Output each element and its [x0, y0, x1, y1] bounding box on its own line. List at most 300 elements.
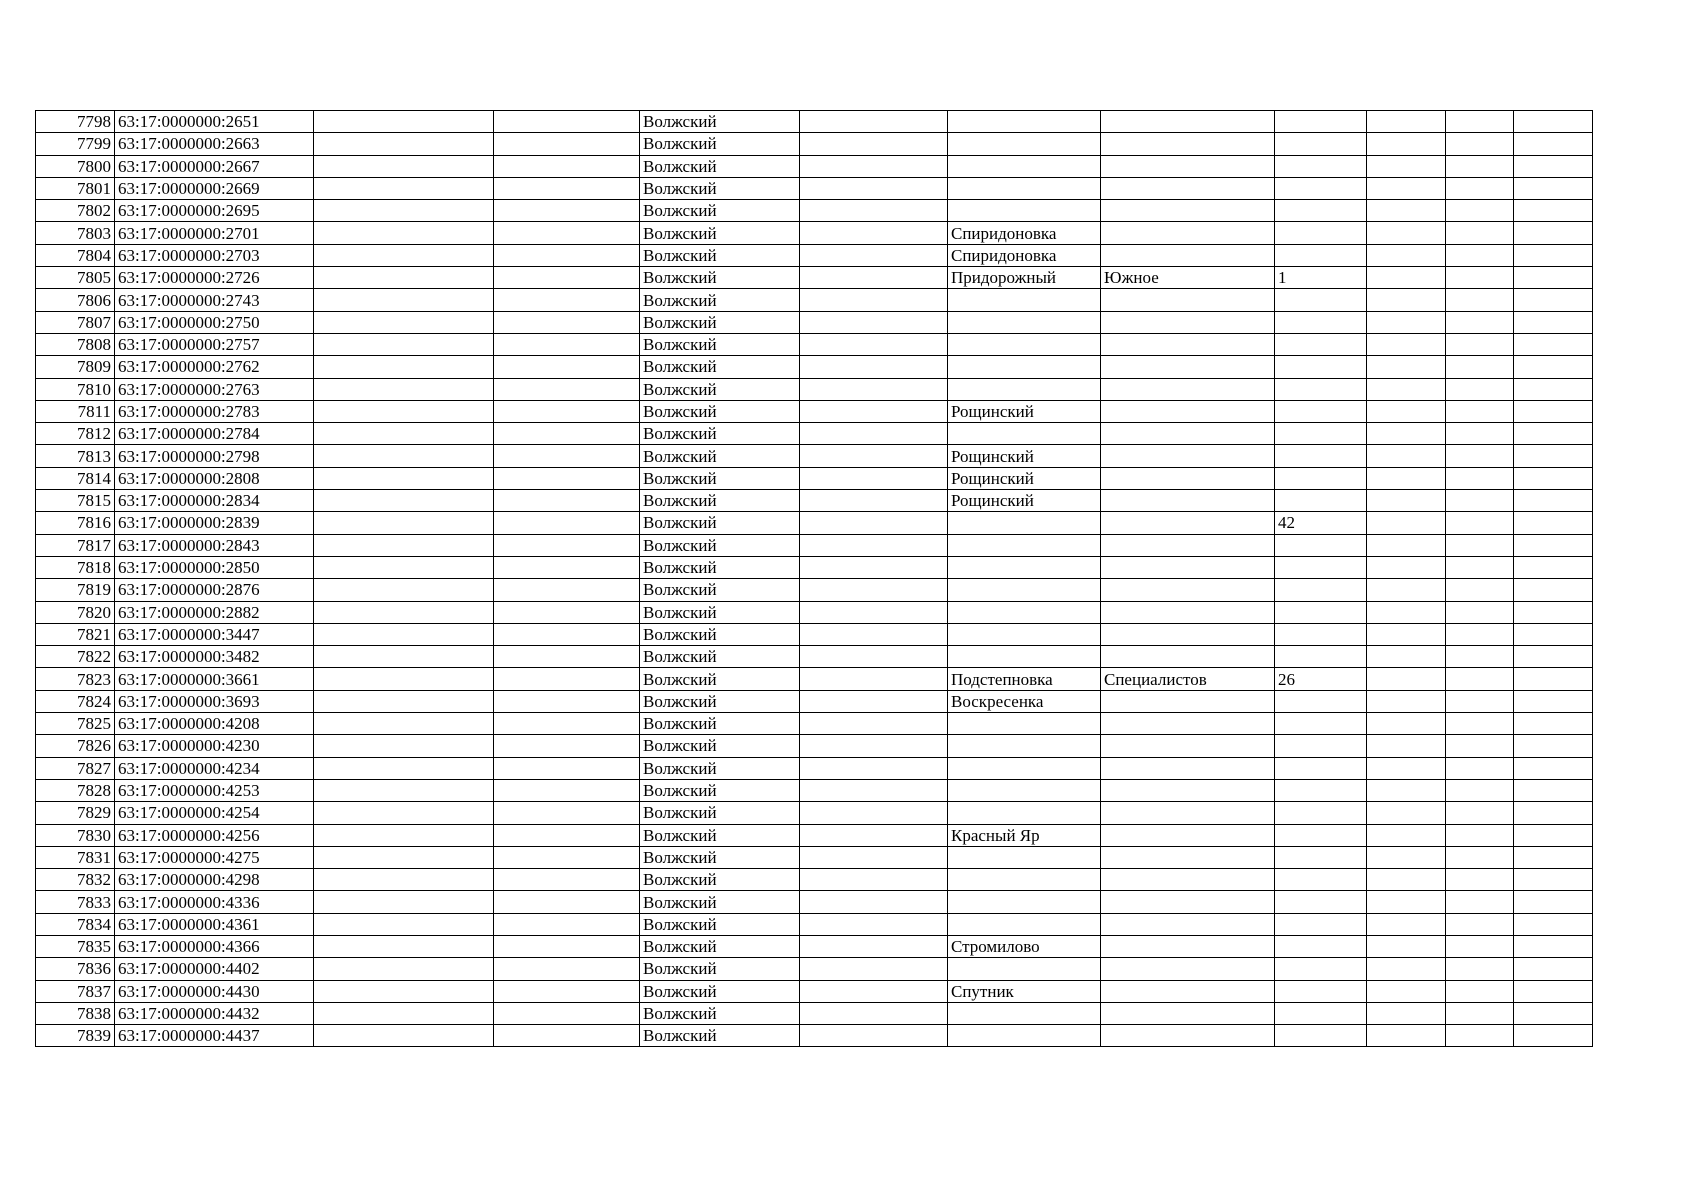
- cell-empty: [800, 356, 948, 378]
- cell-cadastral-number: 63:17:0000000:3661: [115, 668, 314, 690]
- cell-empty: [800, 623, 948, 645]
- cell-district: Волжский: [640, 690, 800, 712]
- cell-district: Волжский: [640, 356, 800, 378]
- cell-empty: [800, 958, 948, 980]
- cell-empty: [1446, 623, 1514, 645]
- cell-empty: [800, 646, 948, 668]
- cell-street: [1101, 579, 1275, 601]
- cell-locality: [948, 289, 1101, 311]
- cell-empty: [494, 267, 640, 289]
- table-row: [36, 467, 1593, 489]
- cell-empty: [1446, 1002, 1514, 1024]
- cell-cadastral-number: 63:17:0000000:2798: [115, 445, 314, 467]
- cell-empty: [494, 512, 640, 534]
- cell-locality: [948, 913, 1101, 935]
- cell-empty: [494, 1025, 640, 1047]
- cell-empty: [1514, 222, 1593, 244]
- table-row: [36, 891, 1593, 913]
- cell-cadastral-number: 63:17:0000000:4275: [115, 846, 314, 868]
- cell-empty: [1446, 579, 1514, 601]
- cell-empty: [314, 133, 494, 155]
- cell-empty: [1446, 534, 1514, 556]
- cell-row-number: 7806: [36, 289, 115, 311]
- table-row: [36, 423, 1593, 445]
- cell-locality: Рощинский: [948, 445, 1101, 467]
- cell-empty: [1514, 111, 1593, 133]
- cell-house: [1275, 155, 1367, 177]
- cell-house: [1275, 779, 1367, 801]
- cell-row-number: 7819: [36, 579, 115, 601]
- cell-locality: [948, 713, 1101, 735]
- cell-district: Волжский: [640, 913, 800, 935]
- cell-row-number: 7827: [36, 757, 115, 779]
- cell-house: [1275, 333, 1367, 355]
- cell-empty: [1367, 869, 1446, 891]
- table-row: [36, 668, 1593, 690]
- cell-house: [1275, 1025, 1367, 1047]
- cell-district: Волжский: [640, 1002, 800, 1024]
- cell-row-number: 7804: [36, 244, 115, 266]
- table-body: [36, 111, 1593, 1047]
- cell-empty: [494, 579, 640, 601]
- cell-empty: [314, 579, 494, 601]
- cell-empty: [1446, 690, 1514, 712]
- cell-empty: [494, 289, 640, 311]
- cell-house: [1275, 378, 1367, 400]
- cell-empty: [1446, 935, 1514, 957]
- cell-district: Волжский: [640, 333, 800, 355]
- cell-empty: [1514, 311, 1593, 333]
- cell-empty: [800, 556, 948, 578]
- cell-district: Волжский: [640, 802, 800, 824]
- cell-empty: [800, 423, 948, 445]
- cell-house: [1275, 958, 1367, 980]
- cell-empty: [494, 133, 640, 155]
- cell-locality: [948, 133, 1101, 155]
- cell-empty: [1446, 378, 1514, 400]
- cell-street: [1101, 244, 1275, 266]
- cell-street: [1101, 378, 1275, 400]
- cell-row-number: 7833: [36, 891, 115, 913]
- cell-cadastral-number: 63:17:0000000:3447: [115, 623, 314, 645]
- cell-empty: [1514, 601, 1593, 623]
- cell-empty: [1514, 200, 1593, 222]
- cell-locality: [948, 333, 1101, 355]
- cell-street: [1101, 958, 1275, 980]
- cell-empty: [1367, 623, 1446, 645]
- cell-empty: [1514, 779, 1593, 801]
- cell-house: [1275, 891, 1367, 913]
- cell-empty: [1446, 891, 1514, 913]
- cell-empty: [1514, 445, 1593, 467]
- cell-empty: [1367, 757, 1446, 779]
- cell-house: [1275, 356, 1367, 378]
- cell-house: [1275, 200, 1367, 222]
- cell-empty: [314, 244, 494, 266]
- cell-empty: [1367, 601, 1446, 623]
- cell-empty: [314, 713, 494, 735]
- cell-district: Волжский: [640, 757, 800, 779]
- cell-cadastral-number: 63:17:0000000:2762: [115, 356, 314, 378]
- cell-district: Волжский: [640, 646, 800, 668]
- cell-row-number: 7839: [36, 1025, 115, 1047]
- cell-district: Волжский: [640, 177, 800, 199]
- table-row: [36, 579, 1593, 601]
- cell-row-number: 7807: [36, 311, 115, 333]
- cell-row-number: 7830: [36, 824, 115, 846]
- cell-cadastral-number: 63:17:0000000:2808: [115, 467, 314, 489]
- cell-empty: [494, 378, 640, 400]
- cell-cadastral-number: 63:17:0000000:2750: [115, 311, 314, 333]
- cell-district: Волжский: [640, 155, 800, 177]
- cell-empty: [494, 467, 640, 489]
- cell-locality: [948, 556, 1101, 578]
- cell-empty: [800, 200, 948, 222]
- cell-empty: [494, 423, 640, 445]
- cell-cadastral-number: 63:17:0000000:2843: [115, 534, 314, 556]
- cell-empty: [494, 980, 640, 1002]
- cell-house: [1275, 690, 1367, 712]
- cell-street: [1101, 824, 1275, 846]
- cell-cadastral-number: 63:17:0000000:2726: [115, 267, 314, 289]
- cell-cadastral-number: 63:17:0000000:4366: [115, 935, 314, 957]
- cell-empty: [800, 690, 948, 712]
- cell-locality: Красный Яр: [948, 824, 1101, 846]
- cell-locality: [948, 779, 1101, 801]
- cell-empty: [314, 534, 494, 556]
- cell-locality: Рощинский: [948, 467, 1101, 489]
- cell-empty: [1514, 757, 1593, 779]
- cell-cadastral-number: 63:17:0000000:2882: [115, 601, 314, 623]
- cell-house: [1275, 534, 1367, 556]
- cell-row-number: 7821: [36, 623, 115, 645]
- cell-locality: [948, 311, 1101, 333]
- cell-street: [1101, 601, 1275, 623]
- cell-empty: [314, 846, 494, 868]
- cell-house: 26: [1275, 668, 1367, 690]
- cell-house: [1275, 935, 1367, 957]
- cell-empty: [1367, 222, 1446, 244]
- cell-empty: [1446, 713, 1514, 735]
- cell-empty: [494, 244, 640, 266]
- cell-empty: [494, 757, 640, 779]
- cell-street: [1101, 913, 1275, 935]
- cell-empty: [1367, 155, 1446, 177]
- cell-empty: [314, 445, 494, 467]
- cell-empty: [1514, 891, 1593, 913]
- cell-empty: [314, 333, 494, 355]
- cell-street: [1101, 690, 1275, 712]
- cell-street: [1101, 222, 1275, 244]
- cell-locality: [948, 958, 1101, 980]
- cell-row-number: 7812: [36, 423, 115, 445]
- cell-empty: [1514, 623, 1593, 645]
- cell-house: [1275, 713, 1367, 735]
- cell-empty: [800, 935, 948, 957]
- cell-empty: [1367, 713, 1446, 735]
- cell-empty: [1367, 445, 1446, 467]
- cell-street: [1101, 935, 1275, 957]
- cell-street: [1101, 490, 1275, 512]
- cell-cadastral-number: 63:17:0000000:2876: [115, 579, 314, 601]
- cell-district: Волжский: [640, 534, 800, 556]
- cell-house: [1275, 757, 1367, 779]
- cell-district: Волжский: [640, 824, 800, 846]
- cell-house: [1275, 445, 1367, 467]
- cell-row-number: 7810: [36, 378, 115, 400]
- cell-district: Волжский: [640, 579, 800, 601]
- cell-empty: [314, 757, 494, 779]
- cell-empty: [800, 980, 948, 1002]
- table-row: [36, 289, 1593, 311]
- cell-empty: [1514, 155, 1593, 177]
- cell-empty: [1514, 267, 1593, 289]
- cell-empty: [494, 713, 640, 735]
- cell-empty: [800, 891, 948, 913]
- table-row: [36, 846, 1593, 868]
- cell-street: [1101, 445, 1275, 467]
- cell-empty: [1446, 467, 1514, 489]
- cell-empty: [1367, 824, 1446, 846]
- cell-street: [1101, 155, 1275, 177]
- cell-street: [1101, 757, 1275, 779]
- cell-street: [1101, 623, 1275, 645]
- cell-district: Волжский: [640, 311, 800, 333]
- cell-cadastral-number: 63:17:0000000:2850: [115, 556, 314, 578]
- cell-empty: [1446, 445, 1514, 467]
- cell-empty: [314, 980, 494, 1002]
- cell-empty: [314, 490, 494, 512]
- cell-empty: [800, 735, 948, 757]
- table-row: [36, 222, 1593, 244]
- table-row: [36, 445, 1593, 467]
- table-row: [36, 244, 1593, 266]
- cell-empty: [800, 1002, 948, 1024]
- cell-cadastral-number: 63:17:0000000:2695: [115, 200, 314, 222]
- cell-cadastral-number: 63:17:0000000:4432: [115, 1002, 314, 1024]
- cell-cadastral-number: 63:17:0000000:4208: [115, 713, 314, 735]
- cell-row-number: 7801: [36, 177, 115, 199]
- cell-empty: [800, 512, 948, 534]
- cell-street: [1101, 356, 1275, 378]
- cell-empty: [314, 824, 494, 846]
- cell-street: Специалистов: [1101, 668, 1275, 690]
- cell-empty: [1446, 490, 1514, 512]
- cell-house: [1275, 423, 1367, 445]
- cell-street: [1101, 200, 1275, 222]
- cell-district: Волжский: [640, 958, 800, 980]
- cell-empty: [1446, 802, 1514, 824]
- cell-empty: [1446, 111, 1514, 133]
- cell-street: [1101, 779, 1275, 801]
- cell-district: Волжский: [640, 556, 800, 578]
- cell-house: [1275, 824, 1367, 846]
- cell-empty: [1367, 1025, 1446, 1047]
- cell-street: [1101, 713, 1275, 735]
- cell-row-number: 7814: [36, 467, 115, 489]
- cell-empty: [1514, 824, 1593, 846]
- cell-empty: [494, 311, 640, 333]
- cell-empty: [1446, 423, 1514, 445]
- cell-empty: [800, 601, 948, 623]
- cell-empty: [494, 802, 640, 824]
- cell-row-number: 7838: [36, 1002, 115, 1024]
- cell-district: Волжский: [640, 601, 800, 623]
- cell-empty: [494, 400, 640, 422]
- table-row: [36, 869, 1593, 891]
- cell-district: Волжский: [640, 200, 800, 222]
- cell-empty: [314, 935, 494, 957]
- cell-empty: [494, 177, 640, 199]
- cell-empty: [1367, 646, 1446, 668]
- cell-empty: [1367, 802, 1446, 824]
- cell-empty: [1367, 1002, 1446, 1024]
- cell-district: Волжский: [640, 400, 800, 422]
- cell-empty: [1446, 757, 1514, 779]
- cell-house: [1275, 311, 1367, 333]
- cell-district: Волжский: [640, 133, 800, 155]
- cell-locality: [948, 757, 1101, 779]
- cell-empty: [1514, 378, 1593, 400]
- cell-house: [1275, 913, 1367, 935]
- cell-row-number: 7831: [36, 846, 115, 868]
- cell-cadastral-number: 63:17:0000000:4254: [115, 802, 314, 824]
- cell-empty: [494, 735, 640, 757]
- cell-row-number: 7834: [36, 913, 115, 935]
- cell-empty: [1514, 958, 1593, 980]
- cell-house: [1275, 244, 1367, 266]
- cell-empty: [1446, 333, 1514, 355]
- cell-empty: [1367, 913, 1446, 935]
- cell-district: Волжский: [640, 512, 800, 534]
- cell-empty: [1367, 958, 1446, 980]
- cell-empty: [1367, 244, 1446, 266]
- table-row: [36, 177, 1593, 199]
- cell-cadastral-number: 63:17:0000000:2669: [115, 177, 314, 199]
- cell-house: [1275, 735, 1367, 757]
- cell-empty: [1514, 356, 1593, 378]
- table-row: [36, 1002, 1593, 1024]
- cell-row-number: 7836: [36, 958, 115, 980]
- cell-house: [1275, 802, 1367, 824]
- table-row: [36, 512, 1593, 534]
- cell-empty: [1367, 378, 1446, 400]
- cell-cadastral-number: 63:17:0000000:4430: [115, 980, 314, 1002]
- cell-house: [1275, 980, 1367, 1002]
- cell-empty: [800, 824, 948, 846]
- cell-district: Волжский: [640, 735, 800, 757]
- table-row: [36, 200, 1593, 222]
- cell-cadastral-number: 63:17:0000000:4402: [115, 958, 314, 980]
- cell-empty: [1446, 980, 1514, 1002]
- cell-empty: [1446, 869, 1514, 891]
- cell-district: Волжский: [640, 267, 800, 289]
- cell-street: [1101, 735, 1275, 757]
- cell-empty: [800, 445, 948, 467]
- cell-empty: [1367, 579, 1446, 601]
- cell-empty: [800, 311, 948, 333]
- cell-locality: Рощинский: [948, 490, 1101, 512]
- cell-empty: [800, 400, 948, 422]
- cell-empty: [800, 222, 948, 244]
- cell-cadastral-number: 63:17:0000000:4437: [115, 1025, 314, 1047]
- cell-district: Волжский: [640, 111, 800, 133]
- cell-locality: [948, 378, 1101, 400]
- cell-empty: [1514, 333, 1593, 355]
- cell-empty: [800, 869, 948, 891]
- cell-district: Волжский: [640, 668, 800, 690]
- cell-empty: [314, 735, 494, 757]
- cell-empty: [800, 757, 948, 779]
- cell-house: [1275, 467, 1367, 489]
- cell-district: Волжский: [640, 222, 800, 244]
- cell-empty: [314, 222, 494, 244]
- cell-row-number: 7817: [36, 534, 115, 556]
- cell-house: [1275, 289, 1367, 311]
- cell-empty: [314, 111, 494, 133]
- table-row: [36, 356, 1593, 378]
- cell-empty: [314, 623, 494, 645]
- cell-house: [1275, 646, 1367, 668]
- cell-empty: [800, 579, 948, 601]
- cell-empty: [1446, 958, 1514, 980]
- cell-locality: [948, 735, 1101, 757]
- cell-row-number: 7820: [36, 601, 115, 623]
- register-table: [35, 110, 1593, 1047]
- cell-empty: [1446, 512, 1514, 534]
- cell-house: [1275, 869, 1367, 891]
- cell-district: Волжский: [640, 467, 800, 489]
- cell-house: [1275, 400, 1367, 422]
- cell-empty: [314, 512, 494, 534]
- cell-empty: [1367, 556, 1446, 578]
- cell-house: [1275, 111, 1367, 133]
- cell-cadastral-number: 63:17:0000000:4298: [115, 869, 314, 891]
- cell-empty: [800, 378, 948, 400]
- cell-locality: [948, 177, 1101, 199]
- cell-locality: [948, 512, 1101, 534]
- cell-empty: [494, 646, 640, 668]
- cell-empty: [314, 289, 494, 311]
- cell-house: [1275, 579, 1367, 601]
- cell-empty: [1446, 244, 1514, 266]
- cell-cadastral-number: 63:17:0000000:2667: [115, 155, 314, 177]
- cell-street: [1101, 534, 1275, 556]
- cell-row-number: 7803: [36, 222, 115, 244]
- cell-empty: [314, 556, 494, 578]
- cell-empty: [1446, 200, 1514, 222]
- cell-empty: [1446, 646, 1514, 668]
- table-row: [36, 713, 1593, 735]
- cell-locality: [948, 579, 1101, 601]
- cell-empty: [800, 467, 948, 489]
- cell-empty: [494, 958, 640, 980]
- cell-empty: [1367, 668, 1446, 690]
- cell-empty: [314, 690, 494, 712]
- cell-street: [1101, 467, 1275, 489]
- cell-empty: [1514, 846, 1593, 868]
- cell-empty: [1367, 200, 1446, 222]
- cell-house: [1275, 556, 1367, 578]
- table-row: [36, 735, 1593, 757]
- cell-empty: [1514, 668, 1593, 690]
- cell-empty: [800, 779, 948, 801]
- cell-district: Волжский: [640, 1025, 800, 1047]
- cell-empty: [1367, 690, 1446, 712]
- cell-empty: [1514, 980, 1593, 1002]
- cell-street: [1101, 333, 1275, 355]
- cell-empty: [1514, 579, 1593, 601]
